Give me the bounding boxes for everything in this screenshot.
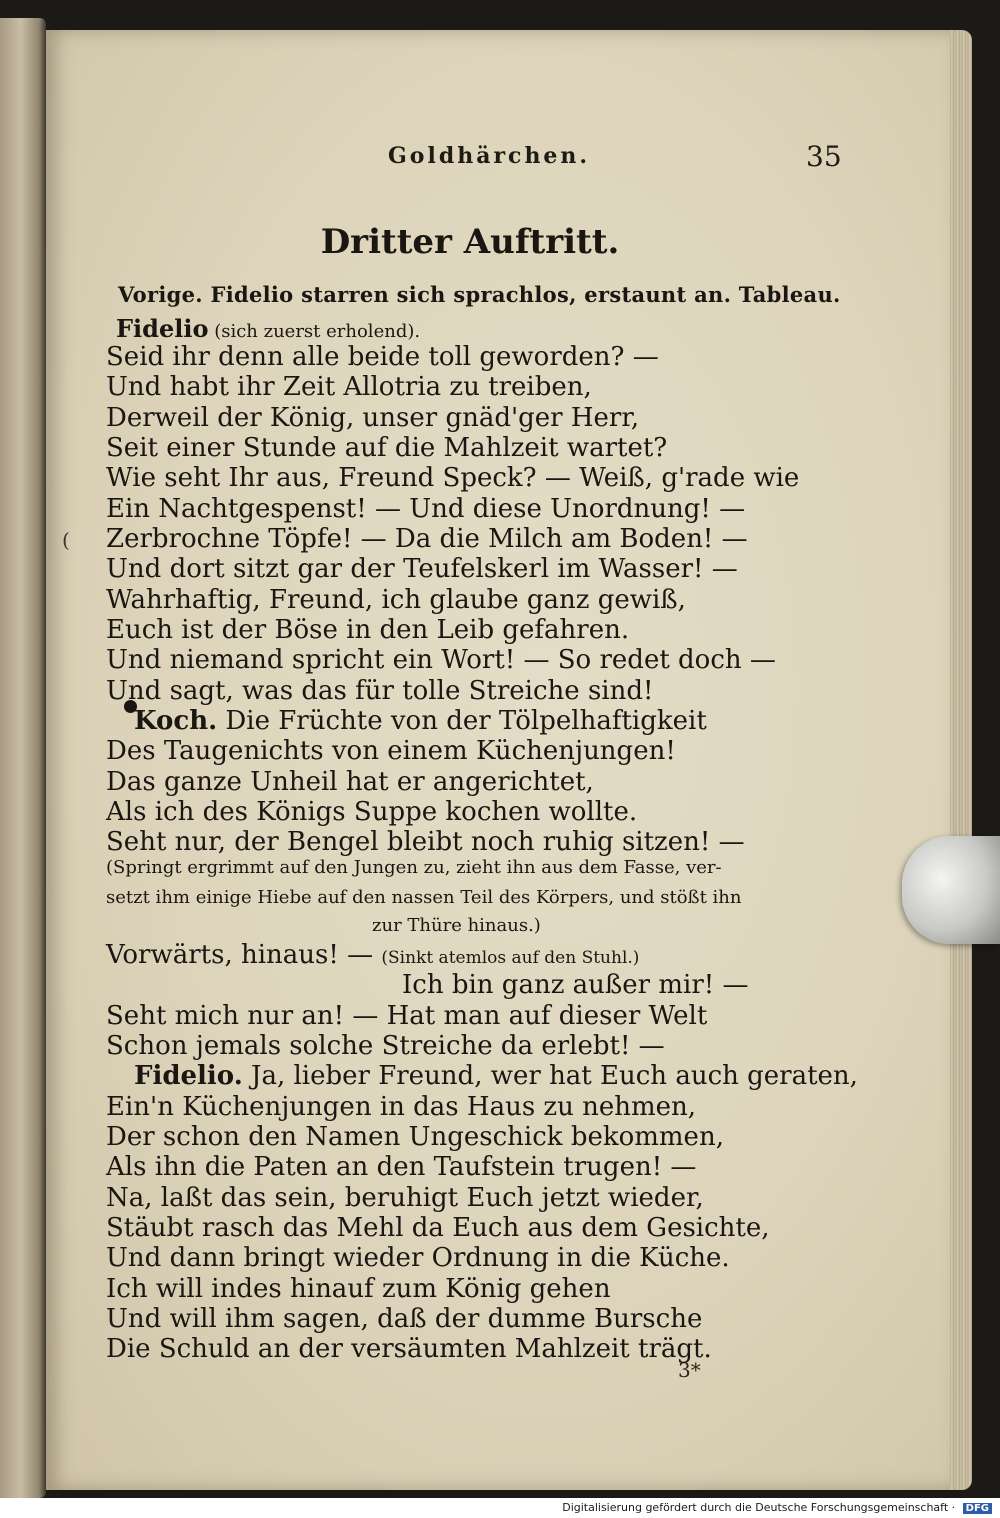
text-line: Wie seht Ihr aus, Freund Speck? — Weiß, g'rade wie xyxy=(106,463,800,493)
line-text: Ja, lieber Freund, wer hat Euch auch geraten, xyxy=(251,1061,858,1091)
text-line: Und dort sitzt gar der Teufelskerl im Wasser! — xyxy=(106,554,738,584)
speaker-name: Fidelio. xyxy=(134,1061,243,1091)
text-line: Als ich des Königs Suppe kochen wollte. xyxy=(106,797,638,827)
running-head: Goldhärchen. xyxy=(388,143,591,169)
stage-direction: (Sinkt atemlos auf den Stuhl.) xyxy=(381,948,640,968)
credit-text: Digitalisierung gefördert durch die Deutsche Forschungsgemeinschaft xyxy=(562,1501,949,1514)
signature-mark: 3* xyxy=(678,1358,701,1382)
text-line: Ein Nachtgespenst! — Und diese Unordnung! — xyxy=(106,494,746,524)
text-line: Na, laßt das sein, beruhigt Euch jetzt wieder, xyxy=(106,1183,704,1213)
funding-credit: Digitalisierung gefördert durch die Deutsche Forschungsgemeinschaft · DFG xyxy=(562,1501,992,1514)
speaker-name: Fidelio xyxy=(116,314,209,343)
text-line: Ich bin ganz außer mir! — xyxy=(402,970,749,1000)
speaker-name: Koch. xyxy=(134,706,218,736)
text-line: Des Taugenichts von einem Küchenjungen! xyxy=(106,736,676,766)
stage-direction: setzt ihm einige Hiebe auf den nassen Teil des Körpers, und stößt ihn xyxy=(106,887,742,908)
text-line: Seid ihr denn alle beide toll geworden? — xyxy=(106,342,659,372)
text-line: Der schon den Namen Ungeschick bekommen, xyxy=(106,1122,724,1152)
text-line xyxy=(134,1061,858,1091)
scene-title: Dritter Auftritt. xyxy=(320,222,620,262)
text-line: Und habt ihr Zeit Allotria zu treiben, xyxy=(106,372,592,402)
text-line: Stäubt rasch das Mehl da Euch aus dem Gesichte, xyxy=(106,1213,770,1243)
page-number: 35 xyxy=(806,140,842,173)
stage-direction: (sich zuerst erholend). xyxy=(214,321,421,342)
text-line: Und dann bringt wieder Ordnung in die Küche. xyxy=(106,1243,730,1273)
text-line: Und niemand spricht ein Wort! — So redet doch — xyxy=(106,645,776,675)
line-text: Vorwärts, hinaus! — xyxy=(106,940,374,970)
text-line: Als ihn die Paten an den Taufstein trugen! — xyxy=(106,1152,697,1182)
text-line: Seit einer Stunde auf die Mahlzeit wartet? xyxy=(106,433,668,463)
cast-line: Vorige. Fidelio starren sich sprachlos, erstaunt an. Tableau. xyxy=(118,282,841,307)
stage-direction: (Springt ergrimmt auf den Jungen zu, zieht ihn aus dem Fasse, ver- xyxy=(106,857,722,878)
page-clip xyxy=(902,836,1000,944)
text-line: Wahrhaftig, Freund, ich glaube ganz gewiß, xyxy=(106,585,686,615)
text-line: Die Schuld an der versäumten Mahlzeit trägt. xyxy=(106,1334,712,1364)
text-line xyxy=(134,706,707,736)
text-line xyxy=(106,940,639,973)
text-line: Euch ist der Böse in den Leib gefahren. xyxy=(106,615,630,645)
text-line: Zerbrochne Töpfe! — Da die Milch am Boden! — xyxy=(106,524,748,554)
dfg-logo: DFG xyxy=(963,1503,992,1514)
text-line: Das ganze Unheil hat er angerichtet, xyxy=(106,767,594,797)
margin-mark: ( xyxy=(62,528,70,552)
text-line: Und will ihm sagen, daß der dumme Bursche xyxy=(106,1304,703,1334)
text-line: Seht nur, der Bengel bleibt noch ruhig sitzen! — xyxy=(106,827,745,857)
text-line: Ein'n Küchenjungen in das Haus zu nehmen, xyxy=(106,1092,697,1122)
text-line: Schon jemals solche Streiche da erlebt! — xyxy=(106,1031,665,1061)
line-text: Die Früchte von der Tölpelhaftigkeit xyxy=(225,706,707,736)
text-line: Ich will indes hinauf zum König gehen xyxy=(106,1274,611,1304)
stage-direction: zur Thüre hinaus.) xyxy=(372,915,541,936)
text-line: Und sagt, was das für tolle Streiche sind! xyxy=(106,676,654,706)
text-line: Seht mich nur an! — Hat man auf dieser Welt xyxy=(106,1001,708,1031)
text-line: Derweil der König, unser gnäd'ger Herr, xyxy=(106,403,640,433)
